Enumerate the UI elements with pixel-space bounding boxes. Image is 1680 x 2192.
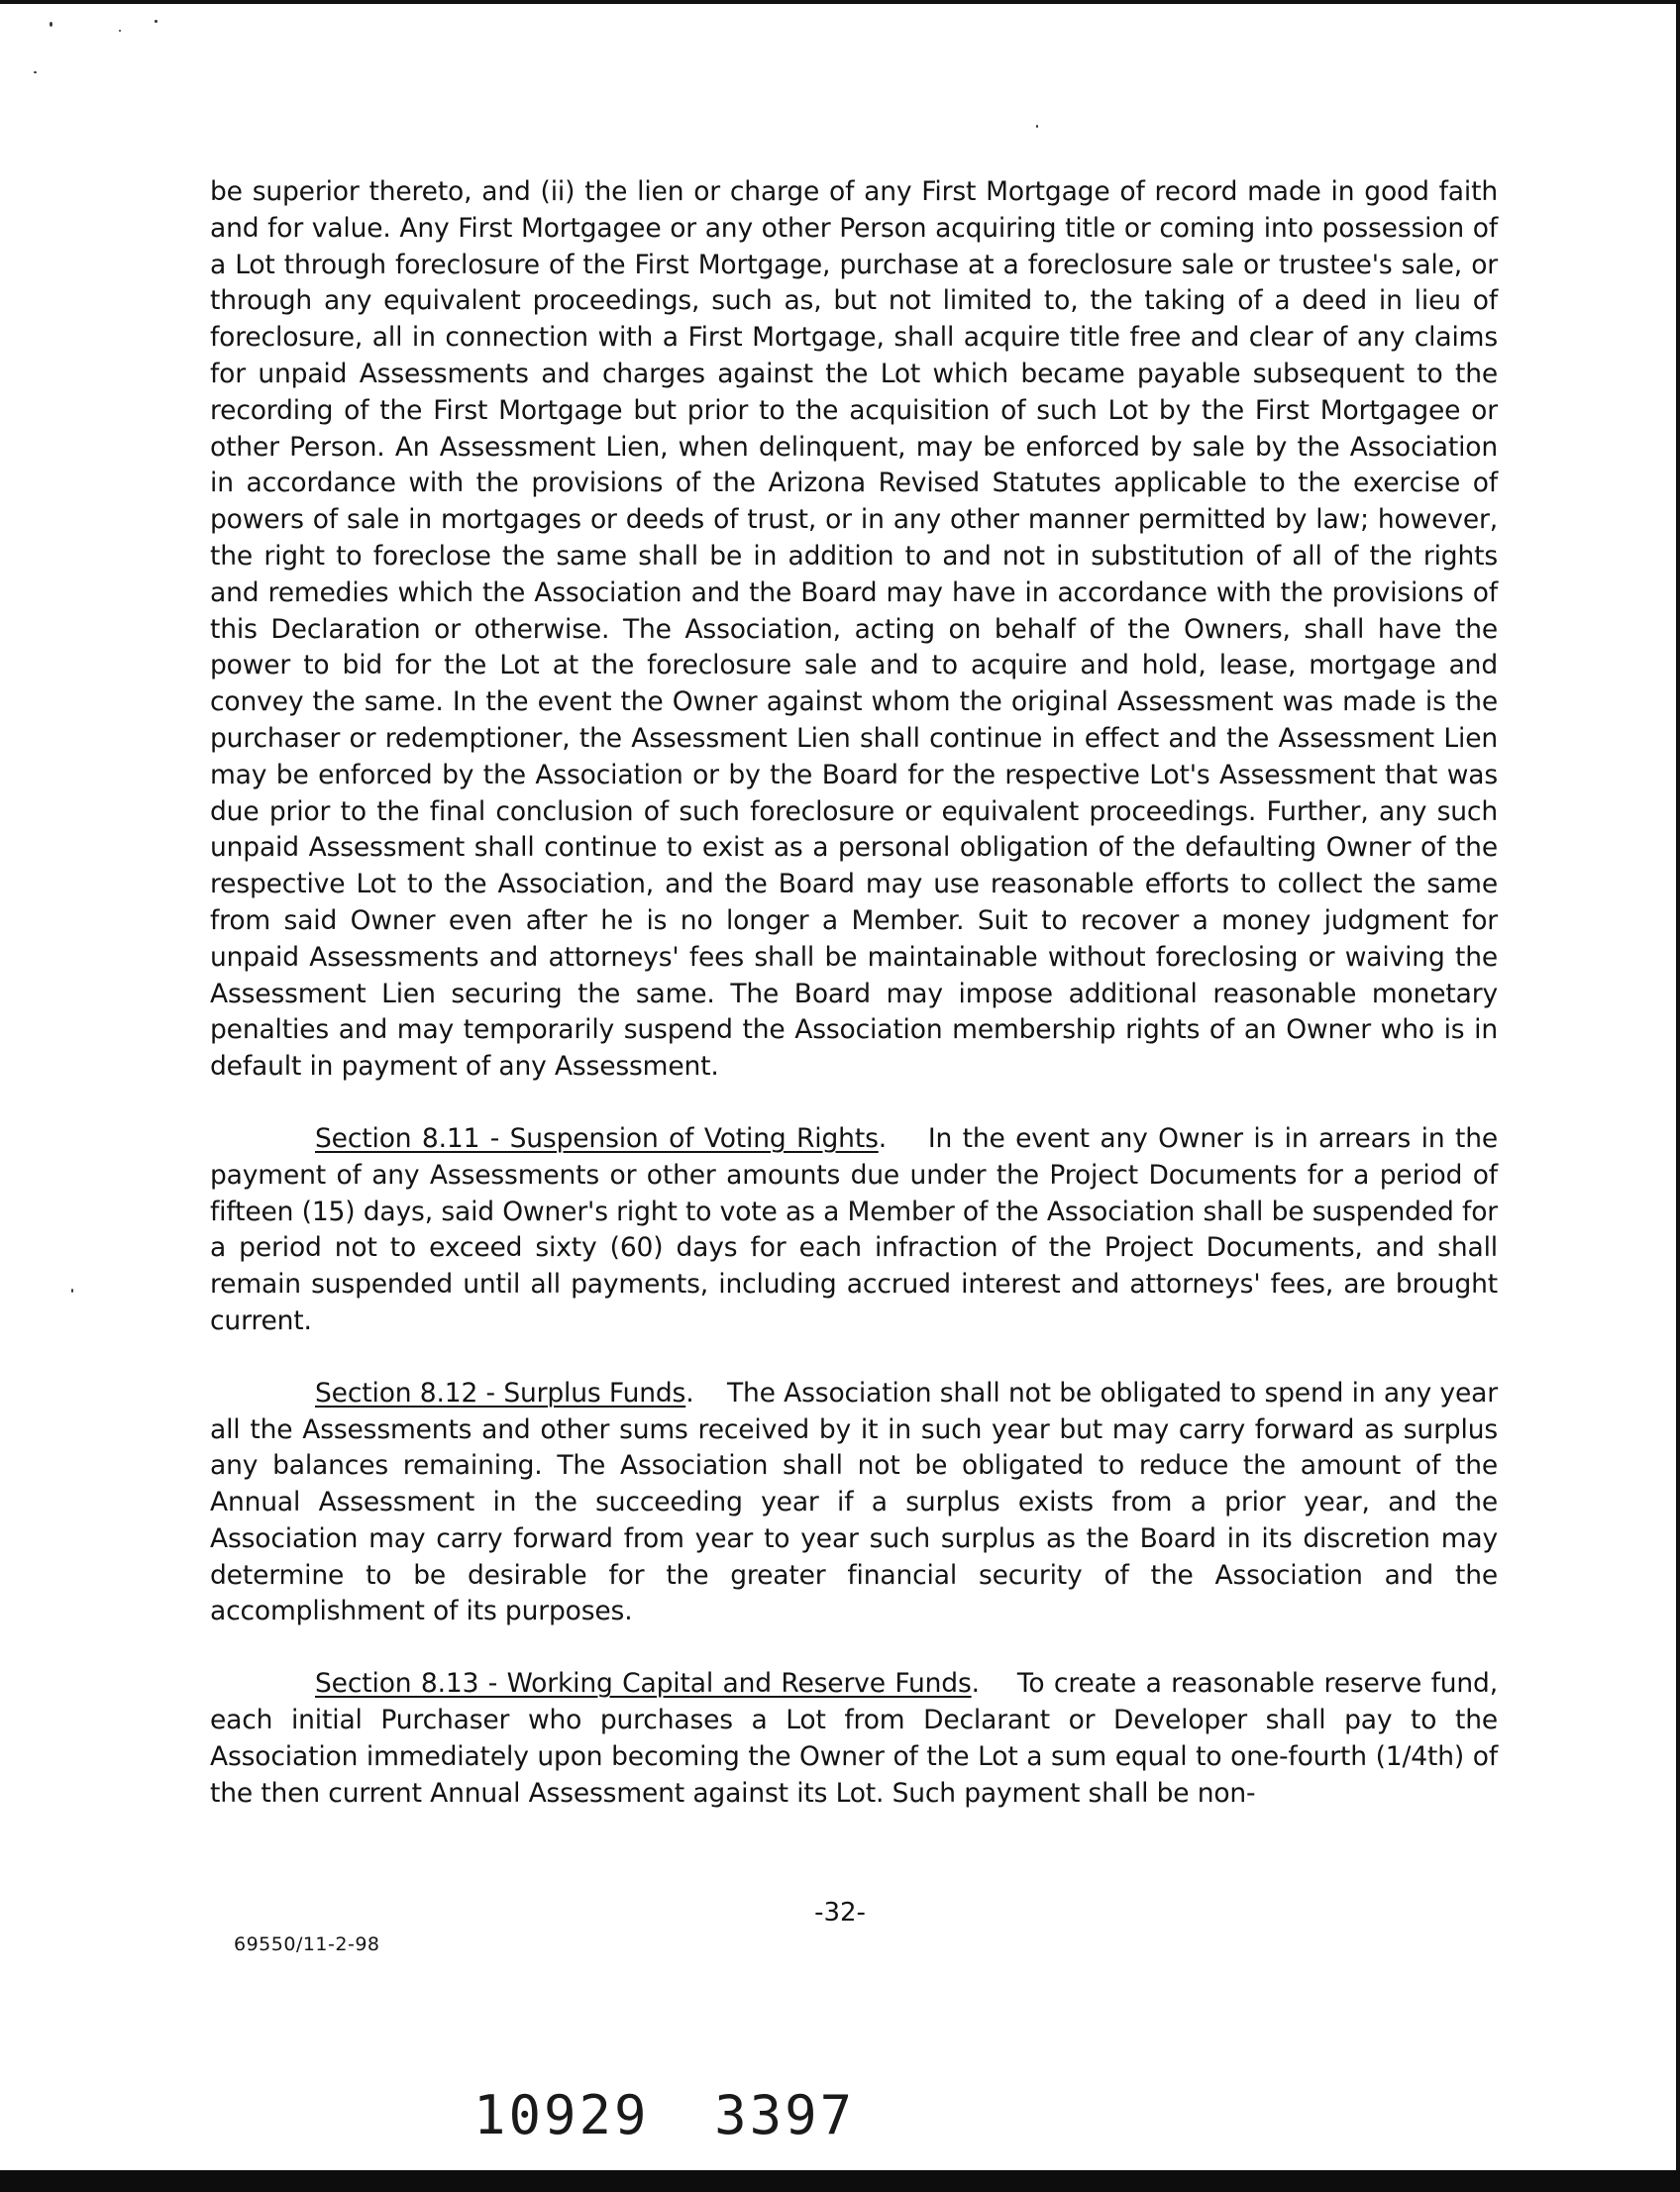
scan-speck: [34, 71, 37, 73]
section-8-13-text: To create a reasonable reserve fund, each initial Purchaser who purchases a Lot from Declarant or Developer shall pay to the Association immediately upon becoming the Owner of the Lot a sum equal to one-fourth (1/4th) of the then current Annual Assessment against its Lot. Such payment shall be non-: [210, 1668, 1498, 1809]
section-8-12-text: The Association shall not be obligated to spend in any year all the Assessments and other sums received by it in such year but may carry forward as surplus any balances remaining. The Association shall not be obligated to reduce the amount of the Annual Assessment in the succeeding year if a surplus exists from a prior year, and the Association may carry forward from year to year such surplus as the Board in its discretion may determine to be desirable for the greater financial security of the Association and the accomplishment of its purposes.: [210, 1377, 1499, 1627]
scan-speck: [1036, 125, 1038, 128]
scan-speck: [155, 20, 158, 23]
body-paragraph: be superior thereto, and (ii) the lien or charge of any First Mortgage of record made in good faith and for value. Any First Mortgagee or any other Person acquiring title or coming into possession of a Lot through foreclosure of the First Mortgage, purchase at a foreclosure sale or trustee's sale, or through any equivalent proceedings, such as, but not limited to, the taking of a deed in lieu of foreclosure, all in connection with a First Mortgage, shall acquire title free and clear of any claims for unpaid Assessments and charges against the Lot which became payable subsequent to the recording of the First Mortgage but prior to the acquisition of such Lot by the First Mortgagee or other Person. An Assessment Lien, when delinquent, may be enforced by sale by the Association in accordance with the provisions of the Arizona Revised Statutes applicable to the exercise of powers of sale in mortgages or deeds of trust, or in any other manner permitted by law; however, the right to foreclose the same shall be in addition to and not in substitution of all of the rights and remedies which the Association and the Board may have in accordance with the provisions of this Declaration or otherwise. The Association, acting on behalf of the Owners, shall have the power to bid for the Lot at the foreclosure sale and to acquire and hold, lease, mortgage and convey the same. In the event the Owner against whom the original Assessment was made is the purchaser or redemptioner, the Assessment Lien shall continue in effect and the Assessment Lien may be enforced by the Association or by the Board for the respective Lot's Assessment that was due prior to the final conclusion of such foreclosure or equivalent proceedings. Further, any such unpaid Assessment shall continue to exist as a personal obligation of the defaulting Owner of the respective Lot to the Association, and the Board may use reasonable efforts to collect the same from said Owner even after he is no longer a Member. Suit to recover a money judgment for unpaid Assessments and attorneys' fees shall be maintainable without foreclosing or waiving the Assessment Lien securing the same. The Board may impose additional reasonable monetary penalties and may temporarily suspend the Association membership rights of an Owner who is in default in payment of any Assessment.: [210, 176, 1498, 1083]
section-8-11-paragraph: Section 8.11 - Suspension of Voting Rights. In the event any Owner is in arrears in the payment of any Assessments or other amounts due under the Project Documents for a period of fifteen (15) days, said Owner's right to vote as a Member of the Association shall be suspended for a period not to exceed sixty (60) days for each infraction of the Project Documents, and shall remain suspended until all payments, including accrued interest and attorneys' fees, are brought current.: [210, 1122, 1498, 1336]
document-body: [210, 174, 1498, 1812]
section-8-11-text: In the event any Owner is in arrears in the payment of any Assessments or other amounts due under the Project Documents for a period of fifteen (15) days, said Owner's right to vote as a Member of the Association shall be suspended for a period not to exceed sixty (60) days for each infraction of the Project Documents, and shall remain suspended until all payments, including accrued interest and attorneys' fees, are brought current.: [210, 1122, 1498, 1336]
section-8-13-heading: Section 8.13 - Working Capital and Reserve Funds: [315, 1668, 972, 1700]
document-reference: 69550/11-2-98: [234, 1933, 380, 1955]
recording-number: 10929 3397: [473, 2084, 856, 2146]
scan-speck: [71, 1289, 73, 1293]
scan-bottom-edge: [0, 2170, 1680, 2192]
section-8-13-paragraph: Section 8.13 - Working Capital and Reserve Funds. To create a reasonable reserve fund, each initial Purchaser who purchases a Lot from Declarant or Developer shall pay to the Association immediately upon becoming the Owner of the Lot a sum equal to one-fourth (1/4th) of the then current Annual Assessment against its Lot. Such payment shall be non-: [210, 1668, 1498, 1809]
scan-speck: [119, 30, 121, 32]
section-8-11-heading: Section 8.11 - Suspension of Voting Rights: [315, 1122, 879, 1154]
section-8-12-paragraph: Section 8.12 - Surplus Funds. The Association shall not be obligated to spend in any year all the Assessments and other sums received by it in such year but may carry forward as surplus any balances remaining. The Association shall not be obligated to reduce the amount of the Annual Assessment in the succeeding year if a surplus exists from a prior year, and the Association may carry forward from year to year such surplus as the Board in its discretion may determine to be desirable for the greater financial security of the Association and the accomplishment of its purposes.: [210, 1377, 1499, 1627]
scan-speck: [50, 22, 52, 27]
section-8-12-heading: Section 8.12 - Surplus Funds: [315, 1377, 686, 1409]
page-number: -32-: [814, 1898, 866, 1928]
